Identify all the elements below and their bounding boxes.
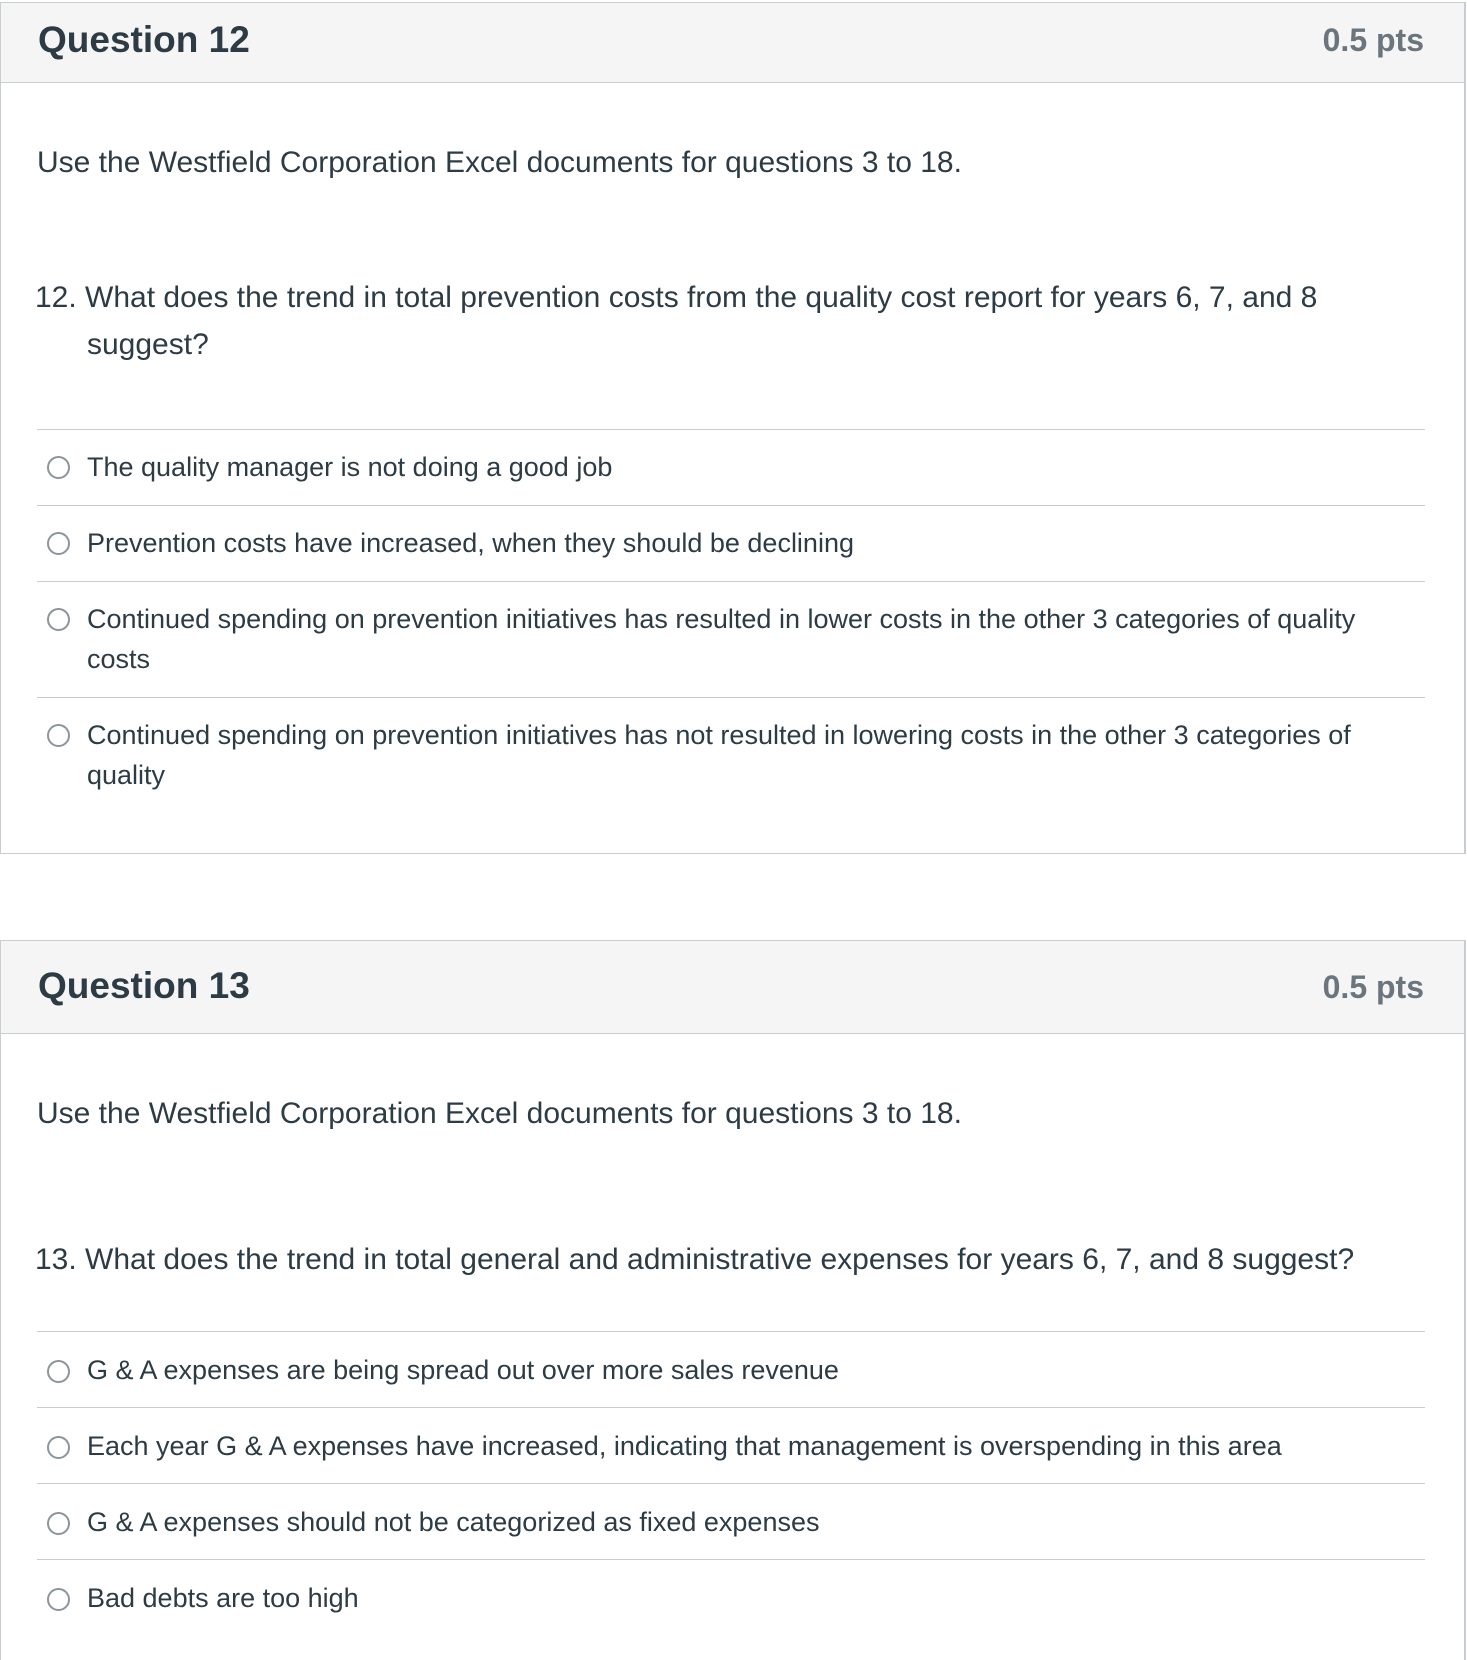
question-instruction: Use the Westfield Corporation Excel documents for questions 3 to 18.	[37, 146, 962, 179]
question-prompt: 13. What does the trend in total general and administrative expenses for years 6, 7, and 8 suggest?	[35, 1243, 1355, 1276]
radio-button[interactable]	[47, 456, 70, 479]
question-header	[1, 941, 1464, 1034]
question-instruction: Use the Westfield Corporation Excel documents for questions 3 to 18.	[37, 1097, 962, 1130]
radio-button[interactable]	[47, 1588, 70, 1611]
answer-list	[37, 1331, 1425, 1635]
answer-option[interactable]	[37, 429, 1425, 505]
question-points: 0.5 pts	[1322, 969, 1424, 1005]
question-points: 0.5 pts	[1322, 22, 1424, 58]
answer-label: Each year G & A expenses have increased, indicating that management is overspending in this area	[87, 1431, 1282, 1461]
answer-option[interactable]	[37, 1559, 1425, 1635]
radio-button[interactable]	[47, 724, 70, 747]
answer-label: Continued spending on prevention initiatives has resulted in lower costs in the other 3 categories of quality costs	[87, 604, 1356, 674]
answer-option[interactable]	[37, 581, 1425, 697]
answer-label: G & A expenses are being spread out over more sales revenue	[87, 1355, 839, 1385]
radio-button[interactable]	[47, 1512, 70, 1535]
answer-list	[37, 429, 1425, 817]
answer-option[interactable]	[37, 1407, 1425, 1483]
question-header	[1, 3, 1464, 83]
radio-button[interactable]	[47, 532, 70, 555]
question-prompt: 12. What does the trend in total prevention costs from the quality cost report for years 6, 7, and 8 suggest?	[35, 281, 1318, 361]
answer-option[interactable]	[37, 1483, 1425, 1559]
radio-button[interactable]	[47, 1360, 70, 1383]
answer-option[interactable]	[37, 505, 1425, 581]
answer-option[interactable]	[37, 697, 1425, 817]
question-title: Question 12	[38, 19, 250, 60]
answer-label: Continued spending on prevention initiatives has not resulted in lowering costs in the other 3 categories of quality	[87, 720, 1351, 790]
answer-label: G & A expenses should not be categorized as fixed expenses	[87, 1507, 820, 1537]
answer-label: The quality manager is not doing a good job	[87, 452, 613, 482]
answer-label: Bad debts are too high	[87, 1583, 359, 1613]
question-title: Question 13	[38, 965, 250, 1006]
answer-option[interactable]	[37, 1331, 1425, 1407]
answer-label: Prevention costs have increased, when they should be declining	[87, 528, 854, 558]
radio-button[interactable]	[47, 1436, 70, 1459]
radio-button[interactable]	[47, 608, 70, 631]
